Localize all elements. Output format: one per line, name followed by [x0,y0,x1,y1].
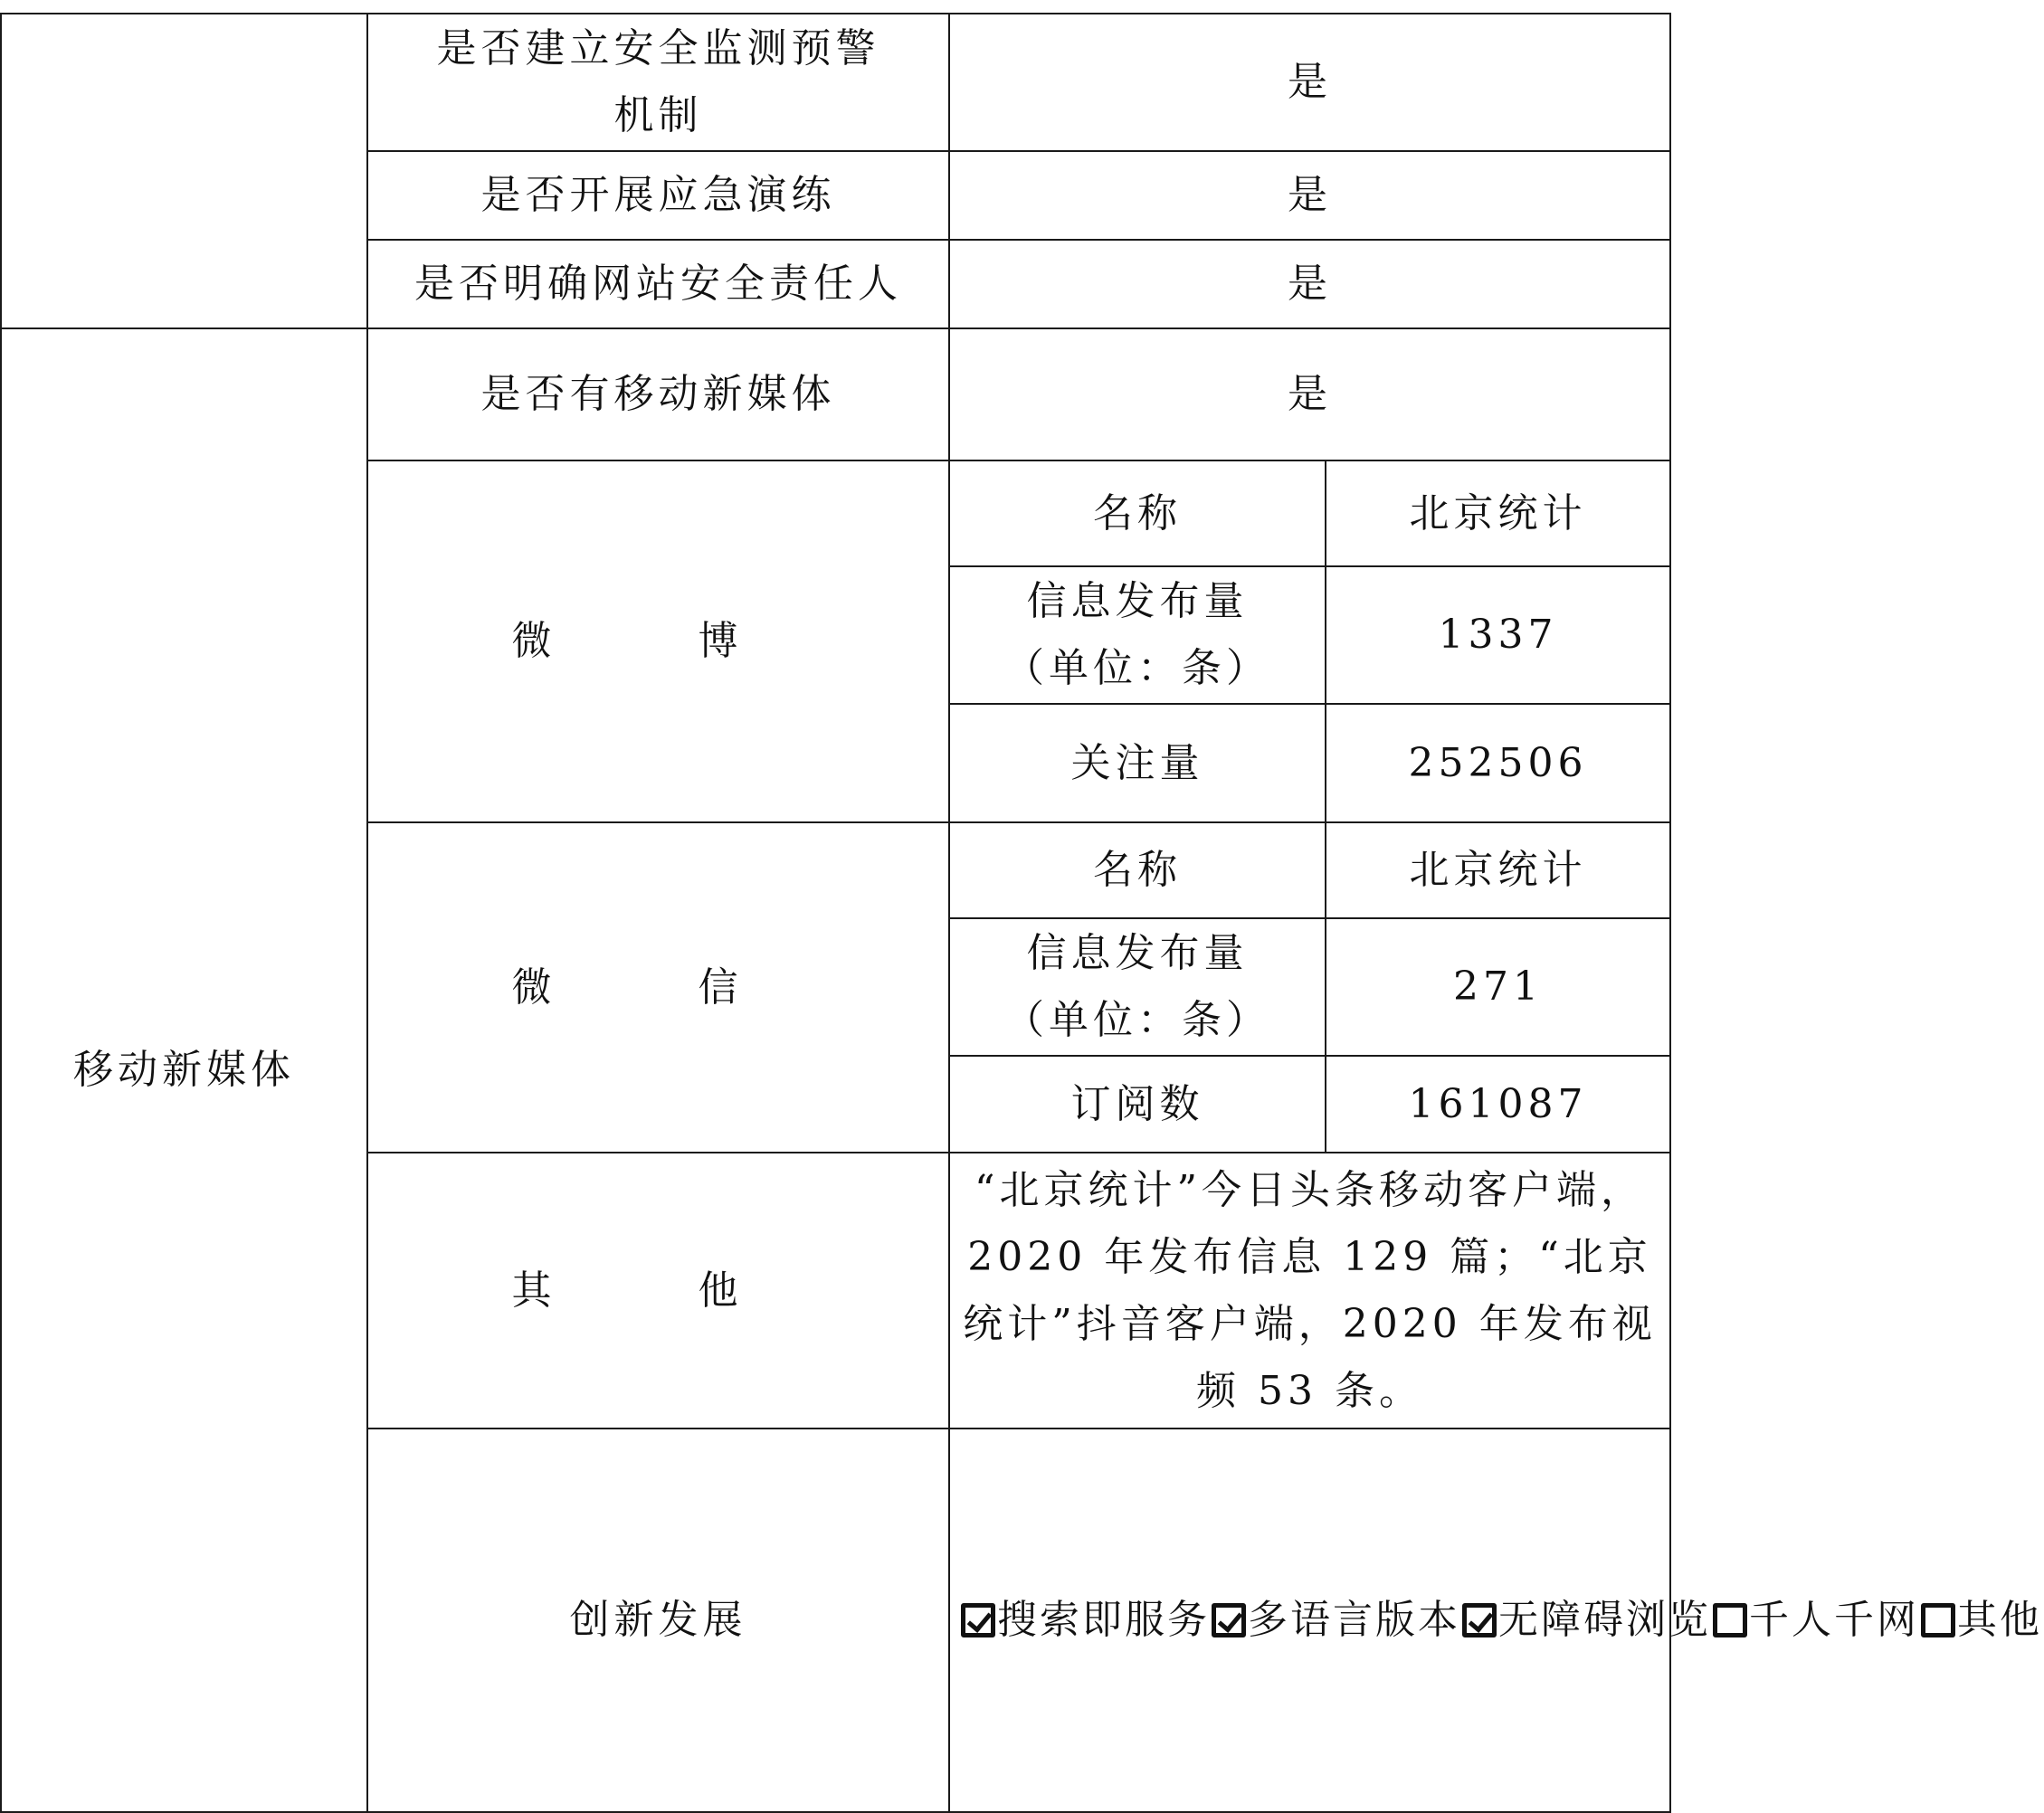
security-label-monitoring: 是否建立安全监测预警 机制 [367,14,949,151]
security-label-drill: 是否开展应急演练 [367,151,949,240]
other-media-text: “北京统计”今日头条移动客户端，2020 年发布信息 129 篇；“北京统计”抖音客户端，2020 年发布视频 53 条。 [949,1153,1670,1429]
other-media-label: 其 他 [367,1153,949,1429]
weibo-followers-value: 252506 [1326,704,1670,822]
has-media-value: 是 [949,328,1670,460]
innovation-section-label: 创新发展 [367,1429,949,1812]
wechat-name-label: 名称 [949,822,1326,918]
option-label-other: 其他 [1957,1597,2042,1643]
option-checkbox-multilingual[interactable] [1212,1603,1246,1637]
option-label-personalized: 千人千网 [1749,1597,1919,1643]
wechat-posts-value: 271 [1326,918,1670,1056]
wechat-name-value: 北京统计 [1326,822,1670,918]
security-value-monitoring: 是 [949,14,1670,151]
wechat-posts-label: 信息发布量 （单位：条） [949,918,1326,1056]
option-label-multilingual: 多语言版本 [1248,1597,1460,1643]
option-checkbox-search[interactable] [961,1603,995,1637]
has-media-label: 是否有移动新媒体 [367,328,949,460]
security-value-owner: 是 [949,240,1670,328]
weibo-label: 微 博 [367,460,949,822]
security-label-owner: 是否明确网站安全责任人 [367,240,949,328]
weibo-followers-label: 关注量 [949,704,1326,822]
option-checkbox-personalized[interactable] [1713,1603,1747,1637]
weibo-posts-value: 1337 [1326,566,1670,704]
innovation-options [949,1429,2042,1812]
option-checkbox-accessibility[interactable] [1462,1603,1497,1637]
weibo-posts-label: 信息发布量 （单位：条） [949,566,1326,704]
wechat-subscribers-label: 订阅数 [949,1056,1326,1153]
wechat-subscribers-value: 161087 [1326,1056,1670,1153]
security-value-drill: 是 [949,151,1670,240]
innovation-checklist [961,1597,2044,1643]
weibo-name-label: 名称 [949,460,1326,566]
weibo-name-value: 北京统计 [1326,460,1670,566]
option-label-search: 搜索即服务 [997,1597,1210,1643]
option-checkbox-other[interactable] [1921,1603,1955,1637]
security-row [1,14,1670,151]
security-section-label [1,14,367,328]
mobile-media-section-label: 移动新媒体 [1,328,367,1812]
mobile-media-row [1,328,1670,460]
wechat-label: 微 信 [367,822,949,1153]
option-label-accessibility: 无障碍浏览 [1498,1597,1711,1643]
report-table [0,13,2042,1813]
